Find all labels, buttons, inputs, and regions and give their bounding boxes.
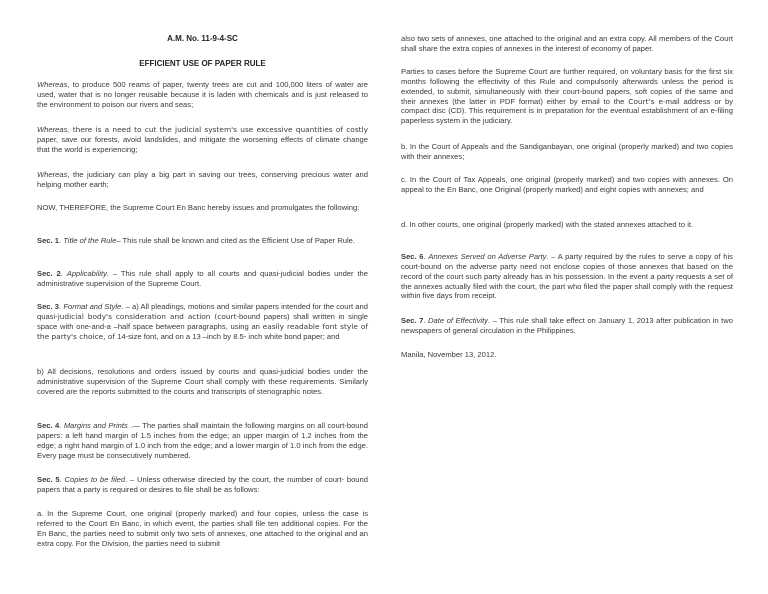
section-title: Copies to be filed [64, 475, 126, 484]
separator: . [59, 475, 65, 484]
separator: . [59, 302, 64, 311]
section-title: Margins and Prints [63, 421, 128, 430]
section-7 [401, 316, 733, 336]
section-text: . – a) All pleadings, motions and similar papers intended for the court and quasi- [37, 302, 368, 321]
section-label: Sec. 5 [37, 475, 60, 484]
document-title: EFFICIENT USE OF PAPER RULE [139, 59, 266, 68]
whereas-word: Whereas [37, 80, 68, 89]
item-b: b. In the Court of Appeals and the Sandiganbayan, one original (properly marked) and two copies with their annexes; [401, 142, 733, 161]
separator: . [423, 316, 429, 325]
section-text: 14-size font, and on a 13 –inch by 8.5- inch white bond paper; and [115, 331, 340, 341]
whereas-paragraph-2 [37, 125, 368, 155]
section-title: Title of the Rule [63, 236, 117, 245]
separator: . [60, 269, 67, 278]
parties-paragraph [401, 67, 733, 126]
whereas-word: Whereas [37, 170, 68, 179]
paragraph-text: , the judiciary can play a big part in saving our trees, conserving precious water and helping mother earth; [37, 170, 368, 189]
signing-place-date: Manila, November 13, 2012. [401, 350, 497, 359]
whereas-word: Whereas, [37, 125, 70, 134]
section-5 [37, 475, 368, 495]
paragraph-text: Parties to cases before the Supreme Court are further required, on voluntary basis for the first six months following the effectivity of this Rule and compulsorily afterwards unless the period is extended, to submit, simultaneously with their court-bound papers, soft copies of the same and their annexes (the latter in PDF format) either by email to the [401, 67, 733, 106]
section-text: . – This rule shall apply to all courts and quasi-judicial bodies under the administrative supervision of the Supreme Court. [37, 269, 368, 288]
continuation-paragraph: also two sets of annexes, one attached to the original and an extra copy. All members of the Court shall share the extra copies of annexes in the interest of economy of paper. [401, 34, 733, 53]
whereas-paragraph-1 [37, 80, 368, 110]
separator: . [59, 421, 64, 430]
section-3-b: b) All decisions, resolutions and orders issued by courts and quasi-judicial bodies under the administrative supervision of the Supreme Court shall comply with these requirements. Similarly covered are the reports submitted to the courts and transcripts of stenographic notes. [37, 367, 368, 396]
section-title: Applicability [66, 269, 107, 278]
section-3 [37, 302, 368, 341]
section-text: . – A party required by the rules to serve a copy of his court-bound on the adverse party need not enclose copies of those annexes that based on the record of the court such party already has in his possession. In the event a party requests a set of the annexes actually filed with the court, the part who filed the paper shall comply with the request within five days from receipt. [401, 252, 733, 301]
section-text: -bound papers) shall written in single space with one-and-a –half space between paragraphs, using an [37, 311, 368, 331]
section-text: . – Unless otherwise directed by the court, the number of court- bound papers that a party is required or desires to file shall be as follows: [37, 475, 368, 494]
highlighted-text: there is a need to cut the judicial system's use excessive quantities of costly [69, 125, 368, 134]
section-label: Sec. 7 [401, 316, 424, 325]
section-1 [37, 236, 368, 246]
section-4 [37, 421, 368, 460]
section-text: – This rule shall be known and cited as the Efficient Use of Paper Rule. [116, 236, 355, 245]
section-label: Sec. 2 [37, 269, 61, 278]
whereas-paragraph-3 [37, 170, 368, 190]
highlighted-text: easily readable font style of the party's choice, of [37, 321, 368, 341]
section-title: Date of Effectivity [428, 316, 488, 325]
section-text: .— The parties shall maintain the following margins on all court-bound papers: a left hand margin of 1.5 inches from the edge; an upper margin of 1.2 inches from the edge; a right hand margin of 1.0 inch from the edge; and a lower margin of 1.0 inch from the edge. Every page must be consecutively numbered. [37, 421, 368, 460]
paragraph-text: , to produce 500 reams of paper, twenty trees are cut and 100,000 liters of water are used, water that is no longer reusable because it is laden with chemicals and is just released to the environment to poison our rivers and seas; [37, 80, 368, 109]
paragraph-text: -mail address or by compact disc (CD). This requirement is in preparation for the eventual establishment of an e-filing paperless system in the judiciary. [401, 96, 733, 126]
section-label: Sec. 1 [37, 236, 59, 245]
section-title: Annexes Served on Adverse Party [428, 252, 547, 261]
highlighted-text: Court's e [628, 96, 664, 106]
item-c: c. In the Court of Tax Appeals, one original (properly marked) and two copies with annexes. On appeal to the En Banc, one Original (properly marked) and eight copies with annexes; and [401, 175, 733, 194]
separator: . [58, 236, 64, 245]
document-number: A.M. No. 11-9-4-SC [167, 34, 238, 43]
section-label: Sec. 3 [37, 302, 60, 311]
section-label: Sec. 6 [401, 252, 424, 261]
section-text: . – This rule shall take effect on January 1, 2013 after publication in two newspapers of general circulation in the Philippines. [401, 316, 733, 335]
separator: . [423, 252, 429, 261]
paragraph-text: paper, save our forests, avoid landslides, and mitigate the worsening effects of climate change that the world is experiencing; [37, 134, 368, 154]
section-6 [401, 252, 733, 301]
section-5-a: a. In the Supreme Court, one original (properly marked) and four copies, unless the case is referred to the Court En Banc, in which event, the parties shall file ten additional copies. For the En Banc, the parties need to submit only two sets of annexes, one attached to the original and an extra copy. For the Division, the parties need to submit [37, 509, 368, 548]
item-d: d. In other courts, one original (properly marked) with the stated annexes attached to it. [401, 220, 694, 229]
section-label: Sec. 4 [37, 421, 60, 430]
highlighted-text: judicial body's consideration and action (court [57, 311, 237, 321]
section-title: Format and Style [63, 302, 122, 311]
section-2 [37, 269, 368, 289]
now-therefore-paragraph: NOW, THEREFORE, the Supreme Court En Banc hereby issues and promulgates the following: [37, 203, 360, 212]
